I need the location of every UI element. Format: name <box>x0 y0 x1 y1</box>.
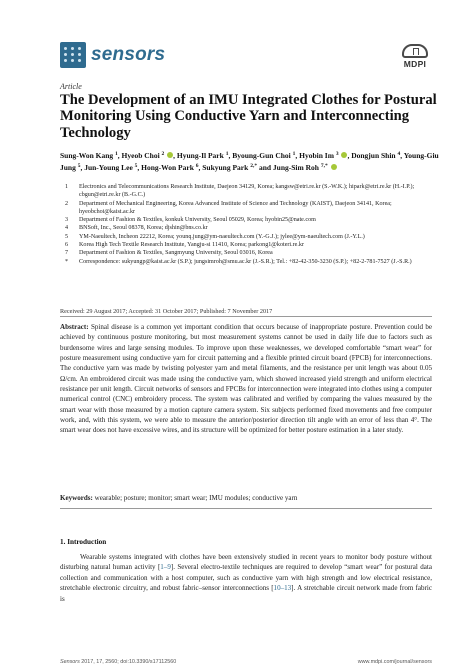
author <box>232 151 297 160</box>
author-name[interactable]: Jun-Young Lee <box>84 162 133 172</box>
author <box>122 151 176 160</box>
affiliation-mark: 7 <box>65 250 69 257</box>
author-affiliation-mark: 2,* <box>250 162 258 169</box>
author-affiliation-mark: 5 <box>134 162 138 169</box>
affiliation-item <box>62 224 442 232</box>
intro-text: Wearable systems integrated with clothes have been extensively studied in recent years to monitor body posture without disturbing natural human activity [ <box>60 553 432 572</box>
affiliation-mark: 6 <box>65 242 69 249</box>
footer-doi: 2017, 17, 2560; doi:10.3390/s17112560 <box>81 659 177 665</box>
divider <box>60 316 432 317</box>
publication-dates: Received: 29 August 2017; Accepted: 31 October 2017; Published: 7 November 2017 <box>60 308 273 315</box>
author-separator: , <box>295 151 298 160</box>
intro-text: ]. Several electro-textile techniques are required to develop “smart wear” for postural data collection and communication with a host computer, such as conductive yarn with high strength and low electrical resistance, stretchable electronic circuitry, and robust fabric–sensor interconnections [ <box>60 563 432 593</box>
journal-logo[interactable] <box>60 42 165 68</box>
author <box>202 163 257 172</box>
author <box>259 163 337 172</box>
keywords <box>60 494 432 502</box>
author-affiliation-mark: 1 <box>115 151 118 157</box>
mdpi-logo-icon <box>402 44 428 58</box>
publisher-name: MDPI <box>403 59 427 69</box>
affiliation-mark: 3 <box>65 217 69 224</box>
author-separator: , <box>80 162 83 172</box>
sensors-logo-icon <box>60 42 86 68</box>
abstract <box>60 322 432 436</box>
intro-text: ]. A stretchable circuit network made from fabric is <box>60 584 432 603</box>
footer-citation <box>60 659 176 665</box>
author-name[interactable]: and Jung-Sim Roh <box>258 162 319 172</box>
affiliation-text: Korea High Tech Textile Research Institute, Yangju-si 11410, Korea; parkong1@koteri.re.kr <box>79 242 304 249</box>
affiliation-mark: 4 <box>65 225 69 232</box>
affiliation-item <box>62 216 442 224</box>
intro-paragraph <box>60 552 432 604</box>
affiliation-list <box>62 183 442 266</box>
author-name[interactable]: Hong-Won Park <box>141 162 194 172</box>
affiliation-mark: 2 <box>65 200 69 207</box>
affiliation-mark: 5 <box>65 233 69 240</box>
affiliation-text: YM-Naeultech, Incheon 22212, Korea; younq.jung@ym-naeultech.com (Y.-G.J.); jylee@ym-naeultech.com (J.-Y.L.) <box>79 233 365 240</box>
orcid-icon[interactable] <box>331 164 337 170</box>
journal-header <box>60 40 428 74</box>
author <box>60 151 120 160</box>
author-separator: , <box>137 162 140 172</box>
abstract-text: Spinal disease is a common yet important condition that occurs because of inappropriate posture. Prevention could be achieved by continuous posture monitoring, but most measurement systems cannot be used in daily life due to factors such as burdensome wires and large sensing modules. To improve upon these weaknesses, we developed comfortable “smart wear” for posture measurement using conductive yarn for circuit patterning and a flexible printed circuit board (FPCB) for interconnections. The conductive yarn was made by twisting polyester yarn and metal filaments, and the resistance per unit length was about 0.05 Ω/cm. An embroidered circuit was made using the conductive yarn, which showed increased yield strength and uniform electrical resistance per unit length. Circuit networks of sensors and FPCBs for interconnection were integrated into clothes using a computer numerical control (CNC) embroidery process. The system was calibrated and verified by comparing the values measured by the smart wear with those measured by a motion capture camera system. Six subjects performed fixed movements and free computer work, and, with this system, we were able to measure the anterior/posterior direction tilt angle with an error of less than 4°. The smart wear does not have excessive wires, and its structure will be optimized for better posture estimation in a later study. <box>60 323 433 435</box>
author-separator: , <box>117 151 120 160</box>
author-name[interactable]: Byoung-Gun Choi <box>232 151 291 160</box>
author-affiliation-mark: 5 <box>77 162 81 169</box>
author-affiliation-mark: 1 <box>292 151 296 157</box>
affiliation-item <box>62 233 442 241</box>
author-list <box>60 150 440 173</box>
footer-url[interactable]: www.mdpi.com/journal/sensors <box>357 659 432 665</box>
citation-link[interactable]: 1–9 <box>160 563 171 572</box>
author-name[interactable]: Young-Giu Jung <box>60 151 439 172</box>
abstract-label: Abstract: <box>60 323 89 331</box>
affiliation-item <box>62 258 442 266</box>
author-affiliation-mark: 6 <box>195 162 199 169</box>
citation-link[interactable]: 10–13 <box>273 584 292 593</box>
author-affiliation-mark: 7,* <box>320 162 328 169</box>
paper-title: The Development of an IMU Integrated Clothes for Postural Monitoring Using Conductive Yarn and Interconnecting Technology <box>60 92 437 141</box>
footer-journal: Sensors <box>60 659 80 665</box>
affiliation-item <box>62 249 442 257</box>
keywords-label: Keywords: <box>60 494 93 502</box>
divider <box>60 508 432 509</box>
author-name[interactable]: Hyung-Il Park <box>176 151 224 160</box>
author-separator: , <box>400 151 403 160</box>
author-name[interactable]: Sukyung Park <box>202 162 249 172</box>
author-name[interactable]: Hyobin Im <box>299 151 334 160</box>
affiliation-item <box>62 241 442 249</box>
author <box>177 151 230 160</box>
author <box>84 163 139 172</box>
publisher-logo[interactable] <box>402 44 428 69</box>
affiliation-text: Department of Fashion & Textiles, konkuk University, Seoul 05029, Korea; hyobin25@nate.com <box>79 217 316 224</box>
author-affiliation-mark: 1 <box>225 151 229 157</box>
author <box>299 151 349 160</box>
affiliation-text: BNSoft, Inc., Seoul 08378, Korea; djshin@bns.co.kr <box>79 225 208 232</box>
author <box>141 163 200 172</box>
keywords-text: wearable; posture; monitor; smart wear; IMU modules; conductive yarn <box>94 494 298 502</box>
affiliation-text: Electronics and Telecommunications Research Institute, Daejeon 34129, Korea; kangsw@etri.re.kr (S.-W.K.); hipark@etri.re.kr (H.-I.P.); cbgun@etri.re.kr (B.-G.C.) <box>79 184 415 199</box>
author-name[interactable]: Dongjun Shin <box>351 151 396 160</box>
affiliation-mark: * <box>65 258 69 265</box>
affiliation-text: Department of Fashion & Textiles, Sangmyung University, Seoul 03016, Korea <box>79 250 273 257</box>
section-heading: 1. Introduction <box>60 538 107 546</box>
author <box>351 151 402 160</box>
author-separator: , <box>198 162 201 172</box>
affiliation-text: Department of Mechanical Engineering, Korea Advanced Institute of Science and Technology (KAIST), Daejeon 34141, Korea; hyeobchoi@kaist.ac.kr <box>79 200 392 215</box>
author-name[interactable]: Hyeob Choi <box>121 151 160 160</box>
journal-name: sensors <box>91 44 166 65</box>
author-separator: , <box>347 151 350 160</box>
author-affiliation-mark: 4 <box>397 151 401 157</box>
author-separator: , <box>173 151 176 160</box>
affiliation-item <box>62 183 442 200</box>
author-name[interactable]: Sung-Won Kang <box>60 151 114 160</box>
author-affiliation-mark: 2 <box>161 151 165 157</box>
affiliation-item <box>62 200 442 217</box>
affiliation-mark: 1 <box>65 184 69 190</box>
article-type: Article <box>60 82 82 91</box>
affiliation-text: Correspondence: sukyungp@kaist.ac.kr (S.P.); jungsimroh@smu.ac.kr (J.-S.R.); Tel.: +82-42-350-3230 (S.P.); +82-2-781-7527 (J.-S.R.) <box>79 258 412 265</box>
author-separator: , <box>228 151 231 160</box>
author-affiliation-mark: 3 <box>335 151 339 157</box>
